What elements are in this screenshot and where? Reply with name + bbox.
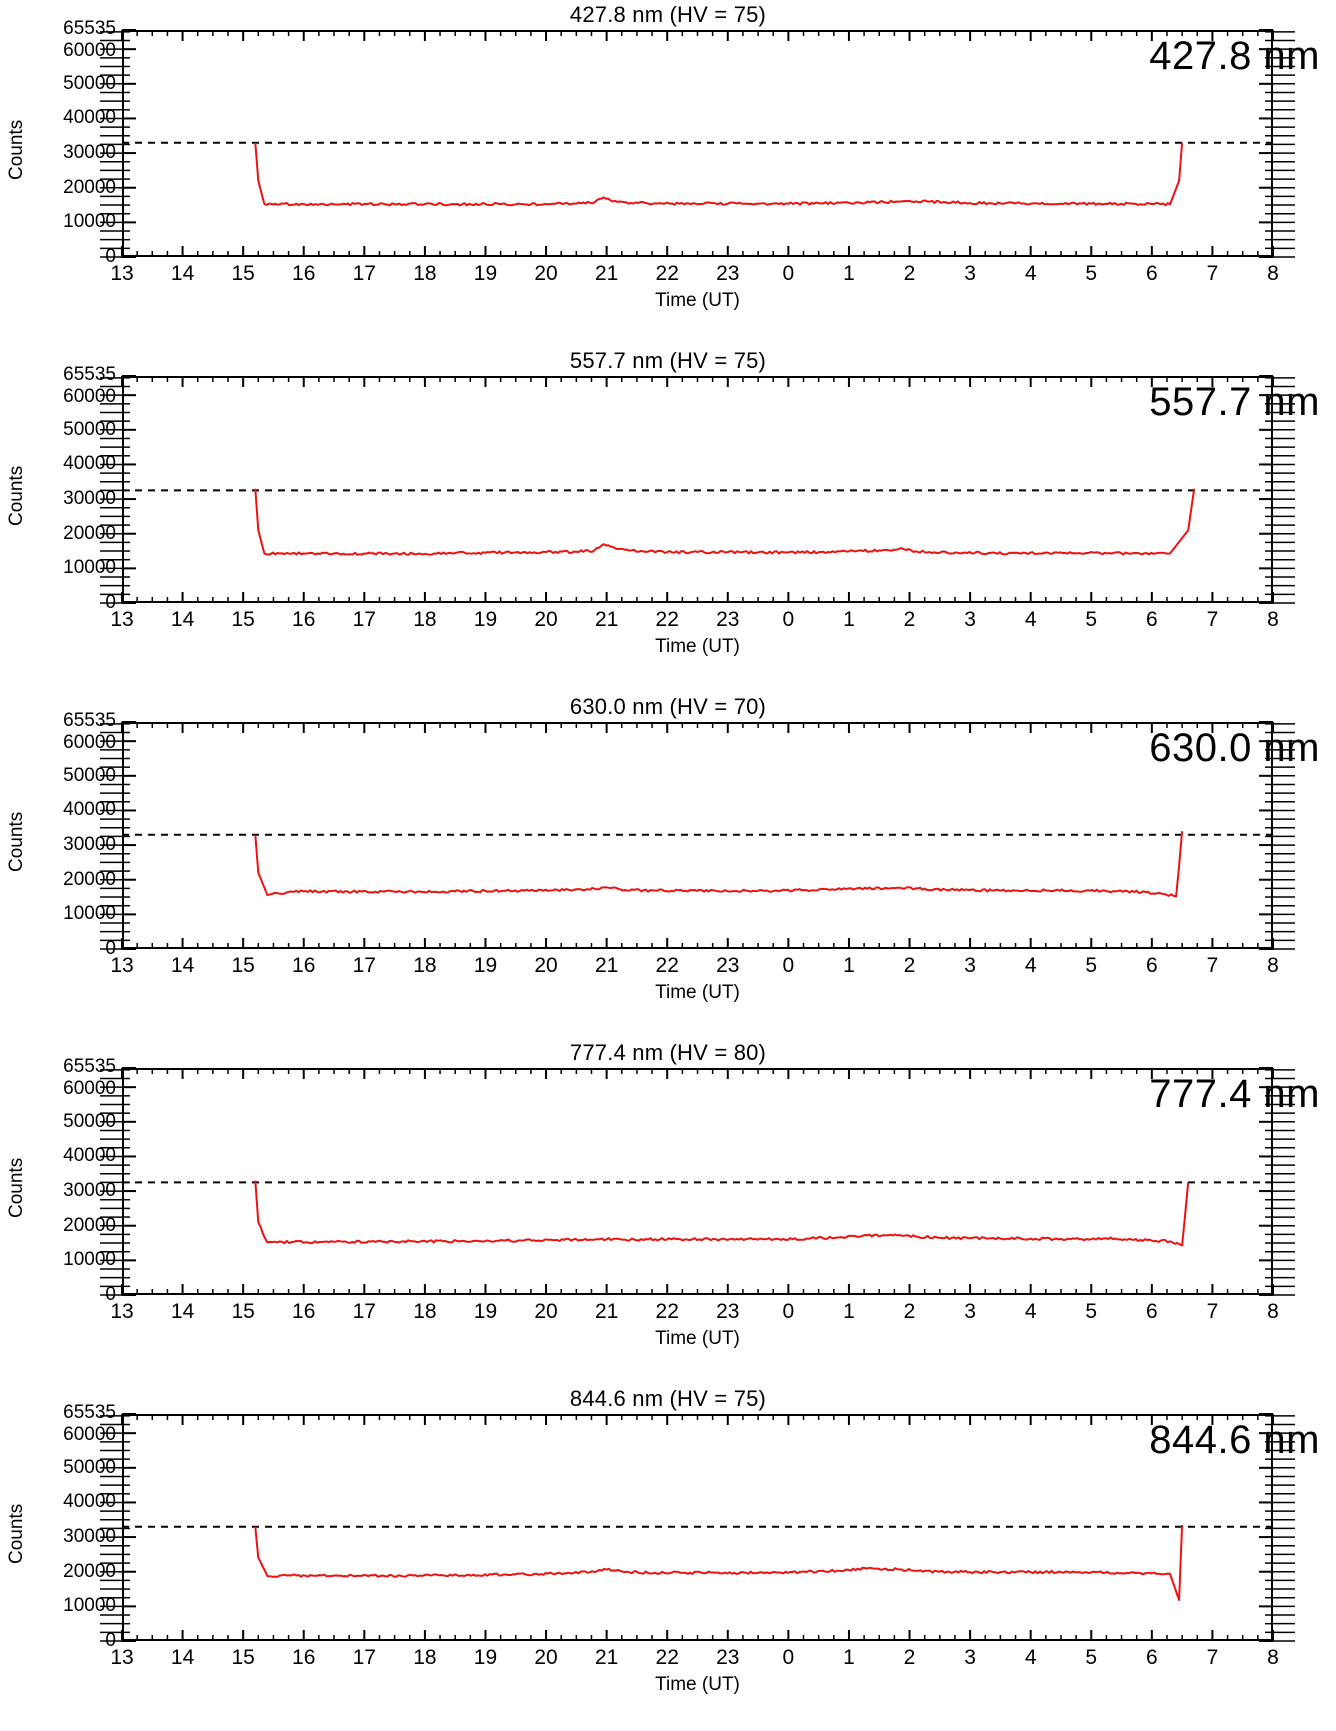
y-tick-label: 50000 (63, 1456, 116, 1478)
x-tick-label: 7 (1206, 1300, 1219, 1323)
y-tick-label: 50000 (63, 72, 116, 94)
chart-panel (0, 692, 1336, 1038)
y-tick-label: 60000 (63, 732, 116, 754)
y-tick-label: 60000 (63, 1424, 116, 1446)
x-tick-label: 18 (413, 262, 437, 285)
y-tick-label: 30000 (63, 1526, 116, 1548)
y-tick-label: 10000 (63, 211, 116, 233)
y-tick-label: 65535 (63, 364, 116, 385)
x-tick-label: 16 (292, 1646, 316, 1669)
x-axis-label: Time (UT) (655, 982, 740, 1003)
x-tick-label: 21 (594, 608, 619, 631)
x-tick-label: 17 (352, 1300, 376, 1323)
x-tick-label: 4 (1024, 954, 1037, 977)
y-tick-labels (0, 364, 116, 613)
x-tick-label: 13 (110, 608, 134, 631)
y-tick-label: 60000 (63, 1078, 116, 1100)
y-axis-label: Counts (6, 1157, 27, 1218)
y-tick-label: 50000 (63, 764, 116, 786)
y-tick-label: 65535 (63, 18, 116, 39)
x-tick-label: 1 (843, 608, 855, 631)
x-axis-label: Time (UT) (655, 1674, 740, 1695)
x-tick-label: 7 (1206, 262, 1219, 285)
x-tick-label: 15 (231, 1300, 255, 1323)
y-tick-label: 40000 (63, 1491, 116, 1513)
x-tick-label: 20 (534, 608, 558, 631)
y-tick-label: 20000 (63, 1214, 116, 1236)
x-tick-label: 2 (903, 1300, 916, 1323)
y-tick-label: 20000 (63, 868, 116, 890)
data-curve (122, 1068, 1273, 1295)
y-tick-labels (0, 1056, 116, 1305)
y-tick-label: 60000 (63, 386, 116, 408)
y-tick-label: 10000 (63, 1595, 116, 1617)
y-tick-label: 65535 (63, 710, 116, 731)
y-tick-label: 30000 (63, 834, 116, 856)
x-tick-label: 16 (292, 608, 316, 631)
wavelength-annotation: 844.6 nm (1149, 1418, 1320, 1462)
wavelength-annotation: 427.8 nm (1149, 34, 1320, 78)
x-tick-label: 1 (843, 1646, 855, 1669)
x-tick-label: 15 (231, 608, 255, 631)
x-tick-label: 15 (231, 262, 255, 285)
y-tick-labels (0, 18, 116, 267)
x-tick-label: 18 (413, 1300, 437, 1323)
x-tick-label: 8 (1267, 954, 1279, 977)
chart-panel (0, 1384, 1336, 1730)
panel-title: 630.0 nm (HV = 70) (569, 694, 767, 719)
x-tick-label: 5 (1085, 1300, 1098, 1323)
x-tick-label: 2 (903, 1646, 916, 1669)
x-tick-label: 6 (1145, 262, 1158, 285)
x-axis-label: Time (UT) (655, 290, 740, 311)
plot-area (0, 692, 1336, 1038)
x-tick-label: 3 (964, 608, 976, 631)
x-tick-label: 5 (1085, 608, 1098, 631)
plot-area (0, 1384, 1336, 1730)
x-tick-label: 2 (903, 262, 916, 285)
y-tick-label: 10000 (63, 903, 116, 925)
x-tick-label: 23 (716, 608, 740, 631)
x-tick-label: 18 (413, 608, 437, 631)
y-tick-label: 20000 (63, 522, 116, 544)
x-axis-label: Time (UT) (655, 636, 740, 657)
data-curve (122, 722, 1273, 949)
chart-panel (0, 0, 1336, 346)
x-tick-label: 1 (843, 262, 855, 285)
x-tick-label: 23 (716, 1646, 740, 1669)
y-tick-label: 50000 (63, 418, 116, 440)
y-axis-label: Counts (6, 119, 27, 180)
x-tick-label: 22 (655, 1646, 679, 1669)
x-tick-label: 17 (352, 608, 376, 631)
x-tick-label: 14 (170, 954, 195, 977)
y-tick-label: 10000 (63, 1249, 116, 1271)
x-tick-label: 14 (170, 1646, 195, 1669)
x-tick-label: 22 (655, 954, 679, 977)
x-tick-label: 19 (473, 954, 498, 977)
y-tick-label: 10000 (63, 557, 116, 579)
y-tick-label: 40000 (63, 1145, 116, 1167)
x-tick-label: 23 (716, 262, 740, 285)
x-tick-label: 17 (352, 262, 376, 285)
y-tick-label: 60000 (63, 40, 116, 62)
x-tick-label: 1 (843, 954, 855, 977)
x-tick-label: 14 (170, 262, 195, 285)
wavelength-annotation: 777.4 nm (1149, 1072, 1320, 1116)
chart-panel (0, 346, 1336, 692)
x-tick-label: 18 (413, 954, 437, 977)
x-tick-label: 6 (1145, 608, 1158, 631)
x-tick-label: 21 (594, 954, 619, 977)
x-tick-label: 0 (782, 262, 795, 285)
x-tick-label: 3 (964, 262, 976, 285)
x-tick-label: 8 (1267, 1300, 1279, 1323)
y-tick-label: 30000 (63, 142, 116, 164)
x-tick-label: 6 (1145, 1300, 1158, 1323)
x-tick-label: 8 (1267, 262, 1279, 285)
x-tick-label: 22 (655, 1300, 679, 1323)
x-tick-label: 19 (473, 1300, 498, 1323)
y-tick-label: 50000 (63, 1110, 116, 1132)
x-tick-label: 19 (473, 262, 498, 285)
x-tick-label: 17 (352, 1646, 376, 1669)
x-tick-label: 16 (292, 262, 316, 285)
x-tick-label: 3 (964, 1646, 976, 1669)
plot-area (0, 1038, 1336, 1384)
x-tick-label: 20 (534, 1646, 558, 1669)
x-tick-label: 15 (231, 954, 255, 977)
x-tick-label: 21 (594, 1646, 619, 1669)
x-tick-label: 14 (170, 1300, 195, 1323)
panel-title: 844.6 nm (HV = 75) (569, 1386, 767, 1411)
x-tick-label: 2 (903, 954, 916, 977)
data-curve (122, 30, 1273, 257)
x-tick-label: 5 (1085, 1646, 1098, 1669)
x-tick-label: 4 (1024, 1646, 1037, 1669)
x-tick-label: 20 (534, 262, 558, 285)
x-tick-label: 3 (964, 954, 976, 977)
x-tick-label: 4 (1024, 262, 1037, 285)
x-tick-label: 16 (292, 954, 316, 977)
y-tick-label: 30000 (63, 1180, 116, 1202)
plot-area (0, 0, 1336, 346)
plot-area (0, 346, 1336, 692)
x-tick-label: 3 (964, 1300, 976, 1323)
x-tick-label: 22 (655, 262, 679, 285)
y-axis-label: Counts (6, 1503, 27, 1564)
x-tick-label: 20 (534, 1300, 558, 1323)
x-tick-label: 0 (782, 608, 795, 631)
y-tick-label: 0 (105, 1284, 116, 1305)
y-tick-label: 0 (105, 246, 116, 267)
x-tick-label: 0 (782, 1646, 795, 1669)
x-tick-label: 19 (473, 1646, 498, 1669)
x-tick-label: 8 (1267, 608, 1279, 631)
x-tick-label: 2 (903, 608, 916, 631)
x-tick-label: 21 (594, 1300, 619, 1323)
y-tick-label: 20000 (63, 1560, 116, 1582)
y-tick-label: 40000 (63, 107, 116, 129)
y-tick-label: 0 (105, 592, 116, 613)
y-tick-label: 40000 (63, 453, 116, 475)
x-tick-label: 16 (292, 1300, 316, 1323)
x-tick-label: 6 (1145, 954, 1158, 977)
x-tick-label: 4 (1024, 608, 1037, 631)
wavelength-annotation: 630.0 nm (1149, 726, 1320, 770)
x-tick-label: 4 (1024, 1300, 1037, 1323)
y-tick-label: 65535 (63, 1056, 116, 1077)
x-tick-label: 5 (1085, 954, 1098, 977)
y-tick-label: 20000 (63, 176, 116, 198)
x-tick-label: 13 (110, 262, 134, 285)
panel-title: 777.4 nm (HV = 80) (569, 1040, 767, 1065)
x-tick-label: 7 (1206, 608, 1219, 631)
x-tick-label: 17 (352, 954, 376, 977)
y-tick-label: 0 (105, 938, 116, 959)
data-curve (122, 1414, 1273, 1641)
x-tick-label: 5 (1085, 262, 1098, 285)
y-tick-label: 0 (105, 1630, 116, 1651)
x-tick-label: 23 (716, 1300, 740, 1323)
y-tick-label: 40000 (63, 799, 116, 821)
y-tick-label: 65535 (63, 1402, 116, 1423)
x-tick-label: 13 (110, 1300, 134, 1323)
y-axis-label: Counts (6, 465, 27, 526)
x-tick-label: 21 (594, 262, 619, 285)
x-tick-label: 23 (716, 954, 740, 977)
x-tick-label: 6 (1145, 1646, 1158, 1669)
wavelength-annotation: 557.7 nm (1149, 380, 1320, 424)
x-tick-label: 7 (1206, 954, 1219, 977)
data-curve (122, 376, 1273, 603)
x-tick-label: 0 (782, 1300, 795, 1323)
x-tick-label: 18 (413, 1646, 437, 1669)
x-tick-label: 0 (782, 954, 795, 977)
x-tick-label: 8 (1267, 1646, 1279, 1669)
x-tick-label: 15 (231, 1646, 255, 1669)
x-tick-label: 13 (110, 1646, 134, 1669)
x-tick-label: 22 (655, 608, 679, 631)
x-tick-label: 13 (110, 954, 134, 977)
x-tick-label: 20 (534, 954, 558, 977)
y-axis-label: Counts (6, 811, 27, 872)
panel-title: 557.7 nm (HV = 75) (569, 348, 767, 373)
x-tick-label: 19 (473, 608, 498, 631)
panel-title: 427.8 nm (HV = 75) (569, 2, 767, 27)
x-axis-label: Time (UT) (655, 1328, 740, 1349)
y-tick-labels (0, 1402, 116, 1651)
x-tick-label: 14 (170, 608, 195, 631)
y-tick-label: 30000 (63, 488, 116, 510)
y-tick-labels (0, 710, 116, 959)
x-tick-label: 7 (1206, 1646, 1219, 1669)
chart-panel (0, 1038, 1336, 1384)
x-tick-label: 1 (843, 1300, 855, 1323)
